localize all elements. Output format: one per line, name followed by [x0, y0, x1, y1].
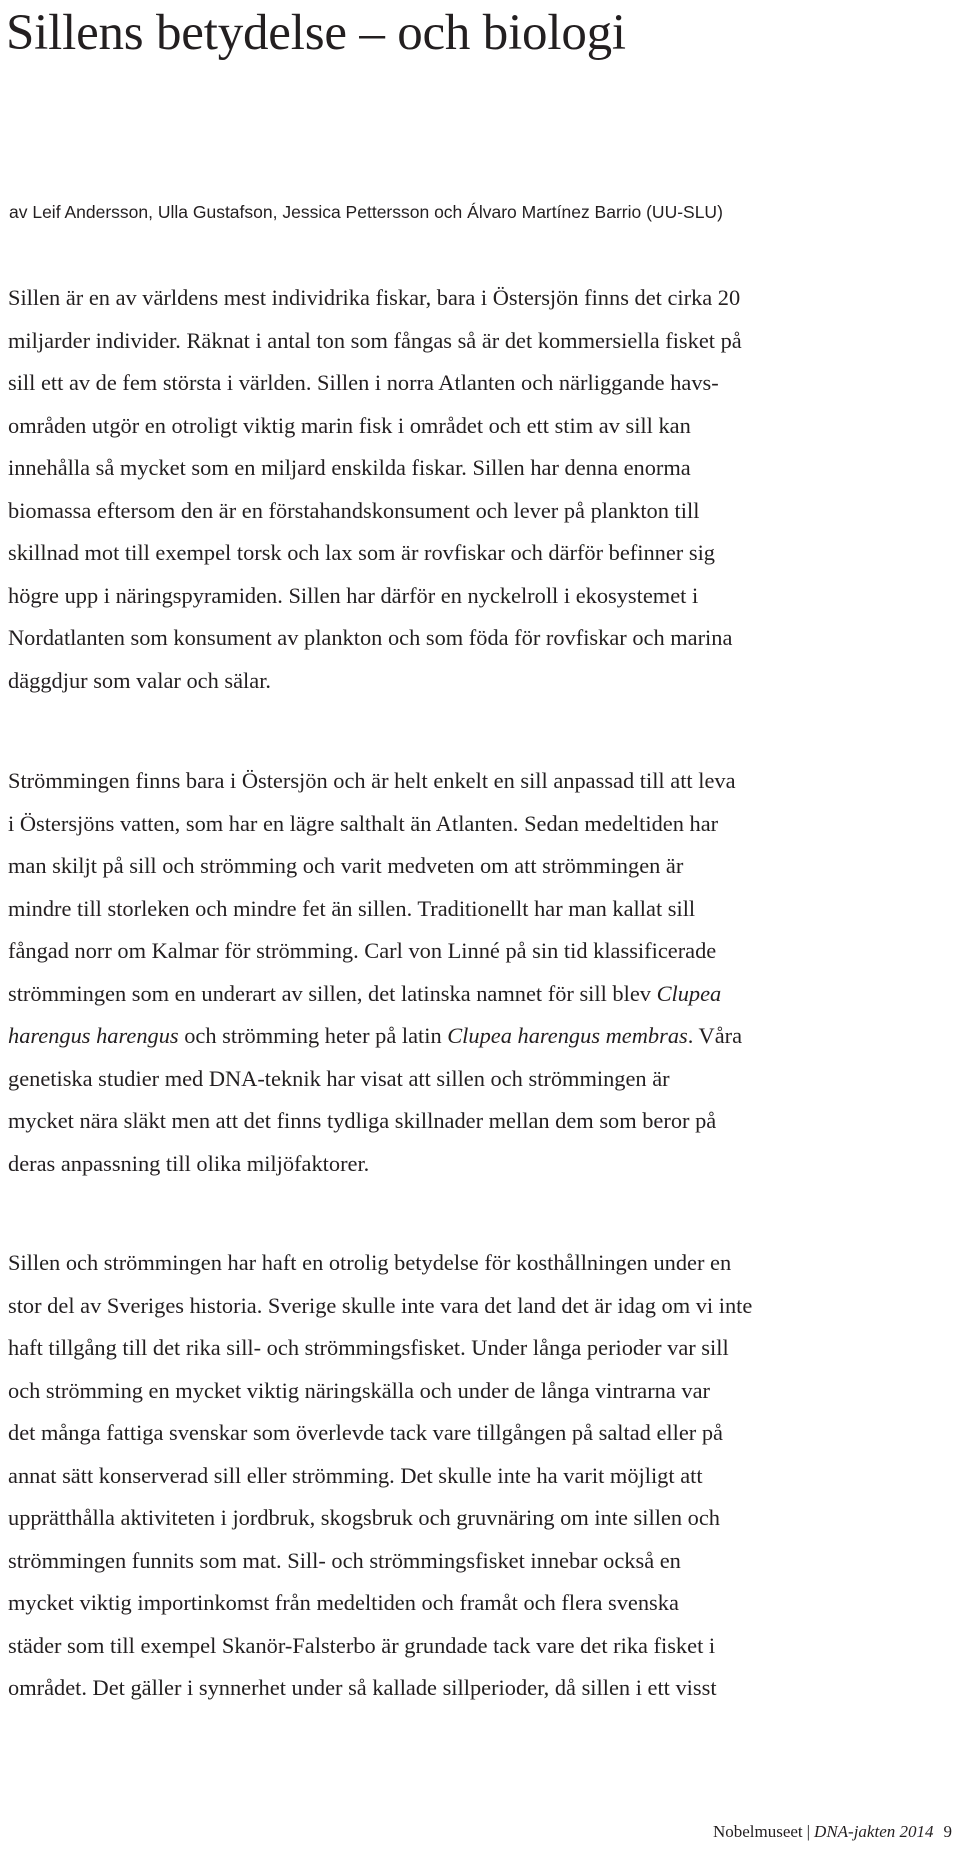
- paragraph-3: [8, 1242, 958, 1710]
- text-line: fångad norr om Kalmar för strömming. Carl von Linné på sin tid klassificerade: [8, 938, 717, 963]
- footer-publication: DNA-jakten 2014: [814, 1822, 934, 1841]
- text-line: mycket viktig importinkomst från medeltiden och framåt och flera svenska: [8, 1590, 679, 1615]
- text-line: genetiska studier med DNA-teknik har visat att sillen och strömmingen är: [8, 1065, 670, 1091]
- latin-name: Clupea harengus membras: [447, 1023, 688, 1048]
- latin-name: harengus harengus: [8, 1023, 179, 1048]
- text-line: högre upp i näringspyramiden. Sillen har därför en nyckelroll i ekosystemet i: [8, 582, 699, 608]
- page-number: 9: [943, 1822, 952, 1841]
- text-line: områden utgör en otroligt viktig marin fisk i området och ett stim av sill kan: [8, 412, 691, 438]
- text-line: stor del av Sveriges historia. Sverige skulle inte vara det land det är idag om vi inte: [8, 1292, 753, 1318]
- text-line: innehålla så mycket som en miljard enskilda fiskar. Sillen har denna enorma: [8, 455, 691, 480]
- text-segment: strömmingen som en underart av sillen, det latinska namnet för sill blev: [8, 980, 657, 1006]
- text-line: Sillen och strömmingen har haft en otrolig betydelse för kosthållningen under en: [8, 1250, 732, 1275]
- text-line: annat sätt konserverad sill eller strömming. Det skulle inte ha varit möjligt att: [8, 1462, 703, 1488]
- text-line: skillnad mot till exempel torsk och lax som är rovfiskar och därför befinner sig: [8, 540, 715, 565]
- text-line: städer som till exempel Skanör-Falsterbo är grundade tack vare det rika fisket i: [8, 1632, 716, 1658]
- text-line: biomassa eftersom den är en förstahandskonsument och lever på plankton till: [8, 497, 700, 523]
- text-line: haft tillgång till det rika sill- och strömmingsfisket. Under långa perioder var sill: [8, 1335, 729, 1360]
- text-line: upprätthålla aktiviteten i jordbruk, skogsbruk och gruvnäring om inte sillen och: [8, 1505, 720, 1530]
- text-line: Nordatlanten som konsument av plankton och som föda för rovfiskar och marina: [8, 625, 733, 650]
- text-line: sill ett av de fem största i världen. Sillen i norra Atlanten och närliggande havs-: [8, 370, 719, 395]
- text-line: [8, 1015, 958, 1058]
- text-line: mindre till storleken och mindre fet än sillen. Traditionellt har man kallat sill: [8, 895, 696, 921]
- article-authors: av Leif Andersson, Ulla Gustafson, Jessica Pettersson och Álvaro Martínez Barrio (UU-SLU): [9, 202, 723, 222]
- text-line: i Östersjöns vatten, som har en lägre salthalt än Atlanten. Sedan medeltiden har: [8, 810, 719, 836]
- text-line: däggdjur som valar och sälar.: [8, 667, 272, 693]
- text-line: det många fattiga svenskar som överlevde tack vare tillgången på saltad eller på: [8, 1420, 723, 1445]
- text-line: [8, 973, 958, 1016]
- paragraph-2: [8, 760, 958, 1185]
- text-line: och strömming en mycket viktig näringskälla och under de långa vintrarna var: [8, 1377, 710, 1403]
- text-line: Strömmingen finns bara i Östersjön och är helt enkelt en sill anpassad till att leva: [8, 768, 736, 793]
- article-title: Sillens betydelse – och biologi: [6, 5, 626, 61]
- text-line: strömmingen funnits som mat. Sill- och strömmingsfisket innebar också en: [8, 1547, 681, 1573]
- text-line: Sillen är en av världens mest individrika fiskar, bara i Östersjön finns det cirka 20: [8, 285, 741, 310]
- text-segment: . Våra: [687, 1023, 743, 1048]
- footer-museum: Nobelmuseet: [712, 1822, 803, 1841]
- text-line: miljarder individer. Räknat i antal ton som fångas så är det kommersiella fisket på: [8, 327, 742, 353]
- paragraph-1: [8, 277, 958, 702]
- page-footer: [713, 1821, 952, 1843]
- latin-name: Clupea: [656, 980, 722, 1006]
- text-segment: och strömming heter på latin: [178, 1023, 448, 1048]
- text-line: området. Det gäller i synnerhet under så kallade sillperioder, då sillen i ett visst: [8, 1675, 717, 1700]
- footer-separator: |: [806, 1822, 811, 1841]
- text-line: man skiljt på sill och strömming och varit medveten om att strömmingen är: [8, 853, 684, 878]
- text-line: deras anpassning till olika miljöfaktorer.: [8, 1150, 370, 1176]
- text-line: mycket nära släkt men att det finns tydliga skillnader mellan dem som beror på: [8, 1108, 717, 1133]
